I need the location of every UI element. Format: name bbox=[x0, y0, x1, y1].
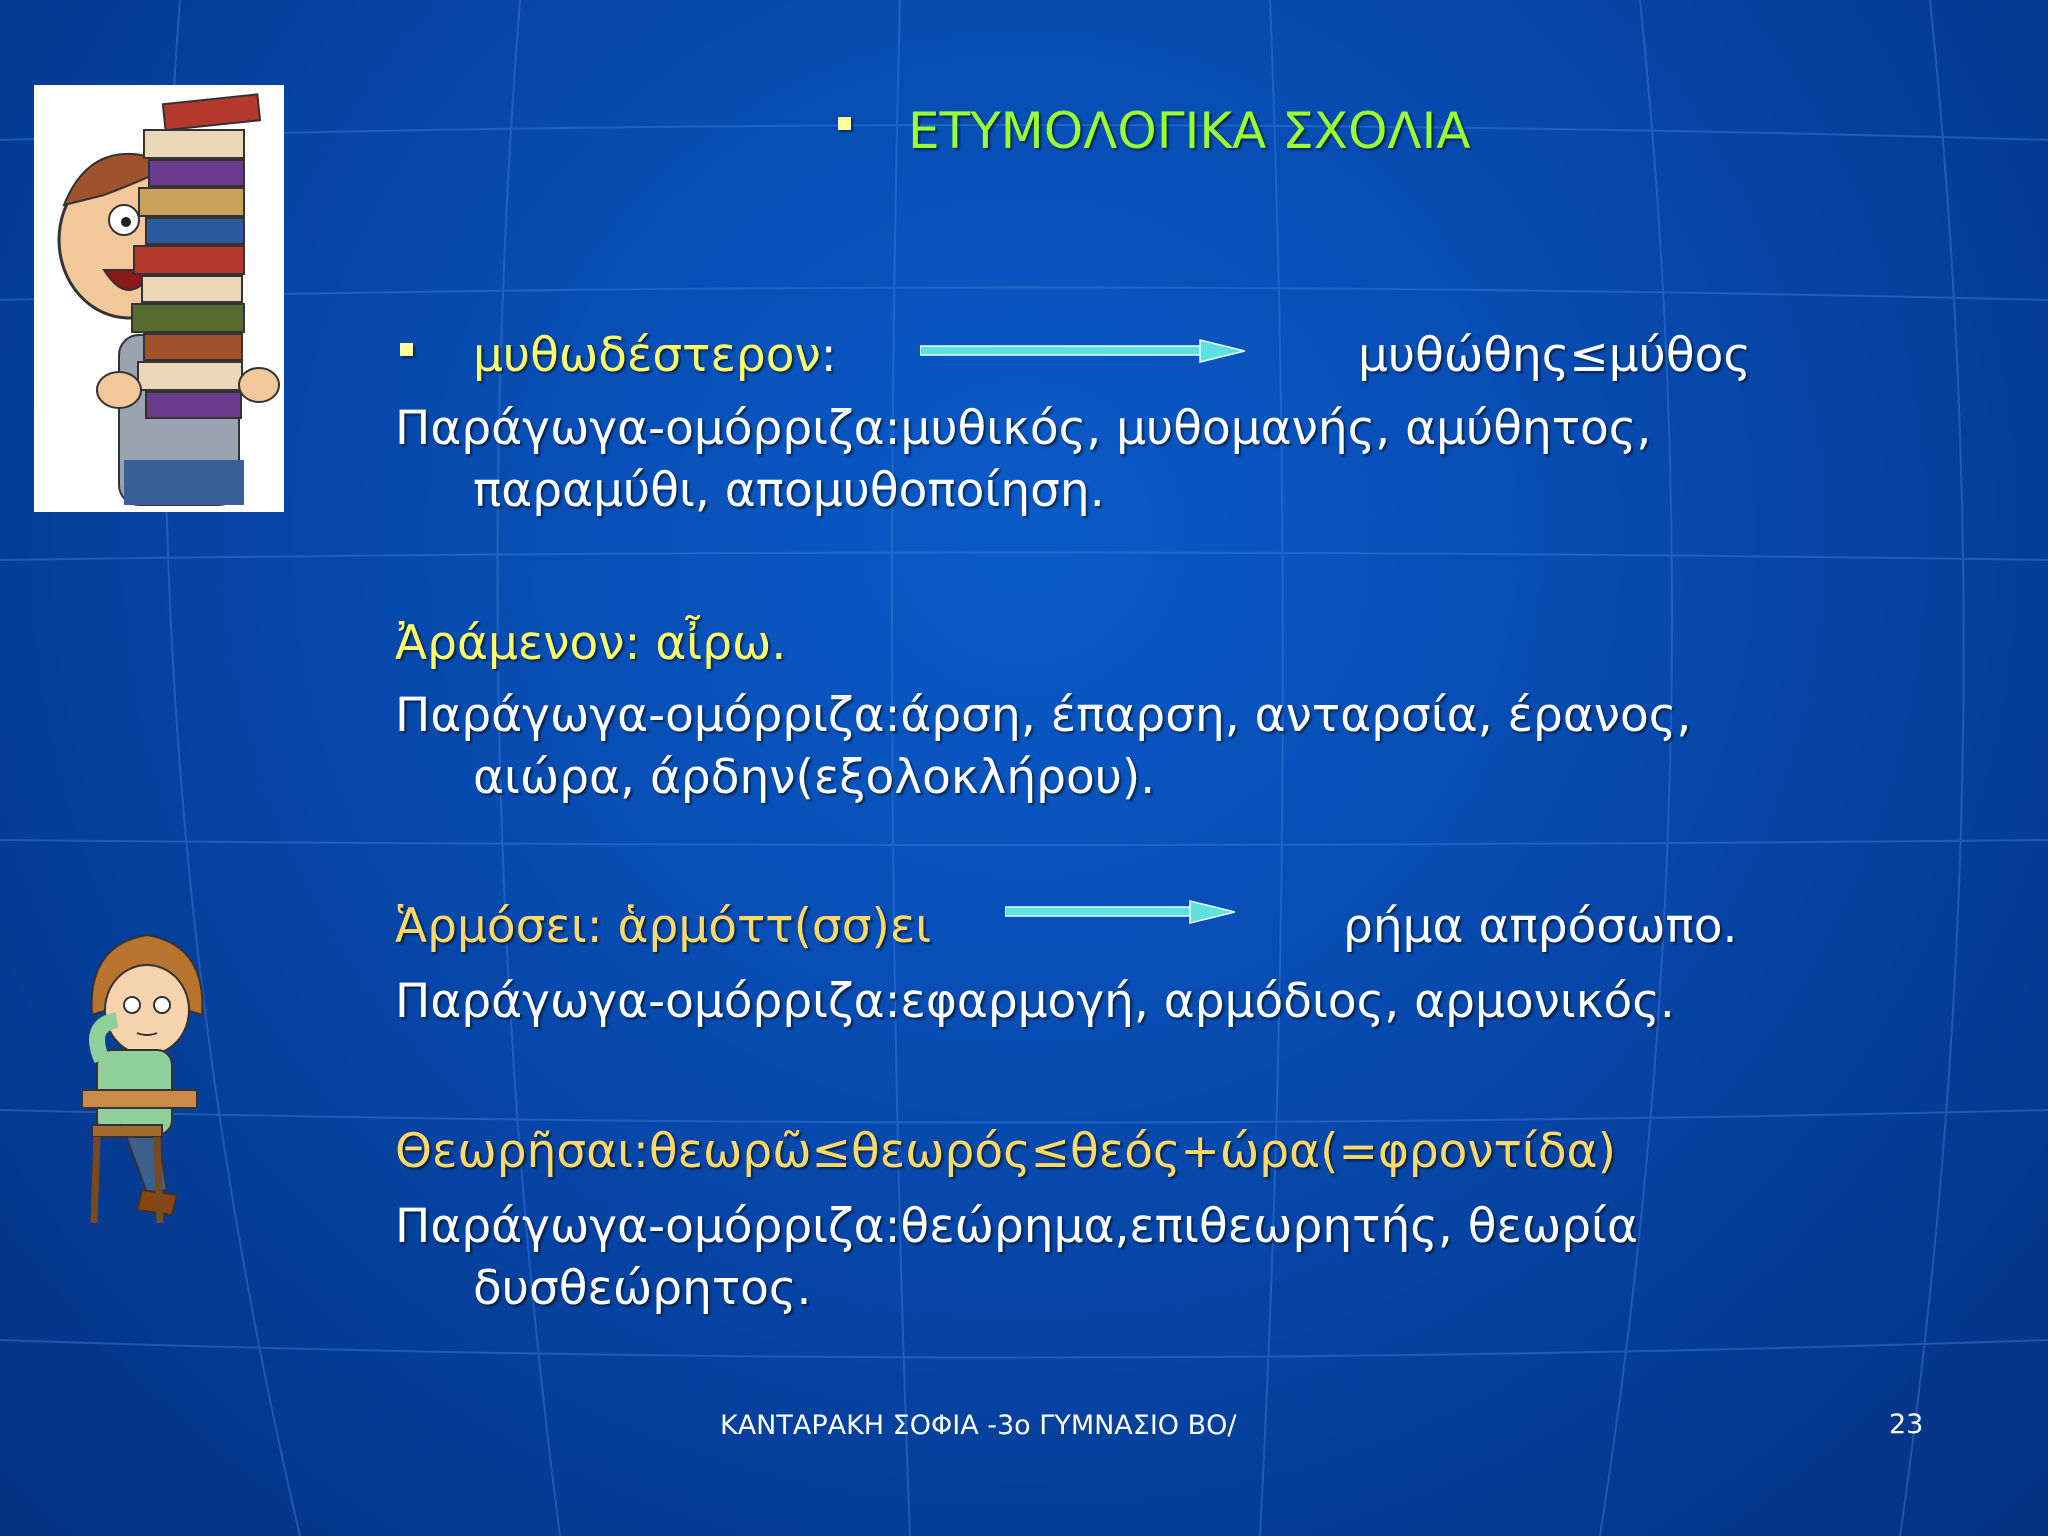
entry-1-head-word: μυθωδέστερον bbox=[473, 328, 821, 383]
title-bullet bbox=[838, 117, 851, 130]
entry-1-bullet bbox=[400, 343, 413, 356]
entry-2-derivatives-line1: Παράγωγα-ομόρριζα:άρση, έπαρση, ανταρσία, έρανος, bbox=[395, 688, 1692, 743]
entry-1-head-punct: : bbox=[820, 328, 837, 383]
entry-1-derivatives-line2: παραμύθι, απομυθοποίηση. bbox=[473, 463, 1105, 518]
page-number: 23 bbox=[1889, 1409, 1924, 1440]
entry-2-head: Ἀράμενον: αἶρω. bbox=[395, 616, 787, 671]
entry-3-result: ρήμα απρόσωπο. bbox=[1343, 899, 1738, 954]
entry-4-derivatives-line1: Παράγωγα-ομόρριζα:θεώρημα,επιθεωρητής, θεωρία bbox=[395, 1199, 1638, 1254]
slide-title: ΕΤΥΜΟΛΟΓΙΚΑ ΣΧΟΛΙΑ bbox=[908, 102, 1471, 160]
entry-2-derivatives-line2: αιώρα, άρδην(εξολοκλήρου). bbox=[473, 750, 1156, 805]
right-arrow bbox=[920, 338, 1245, 364]
entry-1-result: μυθώθης≤μύθος bbox=[1358, 328, 1751, 383]
books-stack-clipart bbox=[34, 85, 284, 512]
entry-3-head: Ἁρμόσει: ἁρμόττ(σσ)ει bbox=[395, 899, 932, 954]
entry-1-derivatives-line1: Παράγωγα-ομόρριζα:μυθικός, μυθομανής, αμύθητος, bbox=[395, 401, 1652, 456]
entry-4-derivatives-line2: δυσθεώρητος. bbox=[473, 1261, 812, 1316]
seated-boy-clipart bbox=[82, 925, 212, 1230]
footer-author: ΚΑΝΤΑΡΑΚΗ ΣΟΦΙΑ -3ο ΓΥΜΝΑΣΙΟ ΒΟ/ bbox=[720, 1410, 1237, 1441]
entry-1-head bbox=[473, 324, 837, 388]
entry-4-head: Θεωρῆσαι:θεωρῶ≤θεωρός≤θεός+ώρα(=φροντίδα) bbox=[395, 1124, 1616, 1179]
entry-3-derivatives-line1: Παράγωγα-ομόρριζα:εφαρμογή, αρμόδιος, αρμονικός. bbox=[395, 974, 1675, 1029]
right-arrow bbox=[1005, 899, 1235, 925]
